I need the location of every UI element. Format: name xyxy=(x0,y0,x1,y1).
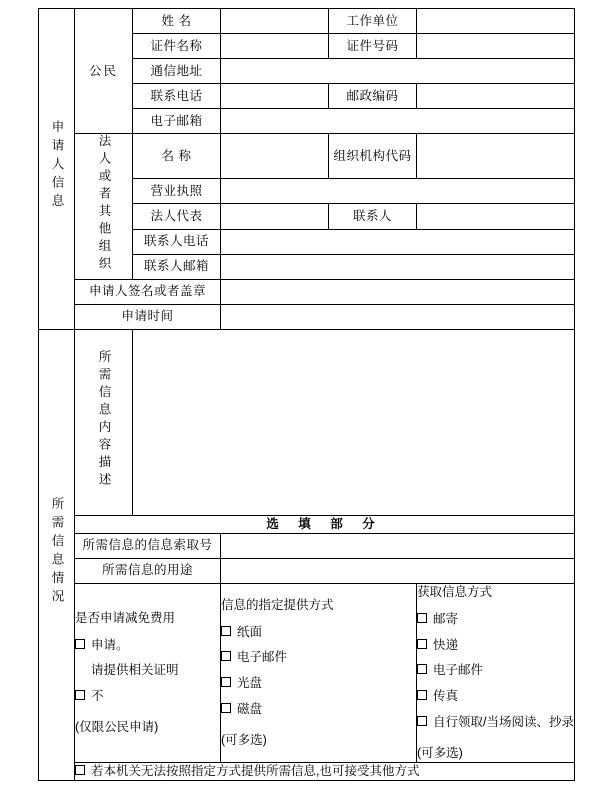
obtain-method-title: 获取信息方式 xyxy=(417,584,493,599)
needed-info-label: 所需信息情况 xyxy=(39,329,75,780)
obtain-option-express[interactable]: 快递 xyxy=(417,637,574,654)
field-label-id-number: 证件号码 xyxy=(329,34,417,59)
field-label-phone: 联系电话 xyxy=(133,84,221,109)
checkbox-icon[interactable] xyxy=(417,613,427,623)
field-value-postcode[interactable] xyxy=(417,84,575,109)
checkbox-icon[interactable] xyxy=(417,716,427,726)
purpose-value[interactable] xyxy=(221,558,575,583)
field-value-id-number[interactable] xyxy=(417,34,575,59)
apply-date-label: 申请时间 xyxy=(75,304,221,329)
fee-option-apply-note: 请提供相关证明 xyxy=(91,663,179,678)
checkbox-icon[interactable] xyxy=(417,639,427,649)
checkbox-icon[interactable] xyxy=(75,765,85,775)
field-value-contact[interactable] xyxy=(417,204,575,229)
provide-option-email[interactable]: 电子邮件 xyxy=(221,649,416,666)
obtain-method-group xyxy=(417,583,575,762)
provide-note: (可多选) xyxy=(221,733,267,748)
fee-reduction-title: 是否申请减免费用 xyxy=(75,610,176,625)
field-label-legal-rep: 法人代表 xyxy=(133,204,221,229)
purpose-label: 所需信息的用途 xyxy=(75,558,221,583)
index-number-label: 所需信息的信息索取号 xyxy=(75,533,221,558)
apply-date-value[interactable] xyxy=(221,304,575,329)
provide-option-cd[interactable]: 光盘 xyxy=(221,675,416,692)
field-value-id-type[interactable] xyxy=(221,34,329,59)
checkbox-icon[interactable] xyxy=(417,664,427,674)
field-value-email[interactable] xyxy=(221,109,575,134)
information-request-form xyxy=(38,8,575,781)
field-value-org-code[interactable] xyxy=(417,134,575,179)
field-label-id-type: 证件名称 xyxy=(133,34,221,59)
checkbox-icon[interactable] xyxy=(221,626,231,636)
checkbox-icon[interactable] xyxy=(75,639,85,649)
alternative-method-label: 若本机关无法按照指定方式提供所需信息,也可接受其他方式 xyxy=(91,763,420,778)
field-label-org-code: 组织机构代码 xyxy=(329,134,417,179)
field-value-phone[interactable] xyxy=(221,84,329,109)
checkbox-icon[interactable] xyxy=(221,703,231,713)
description-label: 所需信息内容描述 xyxy=(75,329,133,515)
field-label-name: 姓 名 xyxy=(133,9,221,34)
legal-entity-label: 法人或者其他组织 xyxy=(75,134,133,280)
checkbox-icon[interactable] xyxy=(75,690,85,700)
field-label-contact: 联系人 xyxy=(329,204,417,229)
obtain-option-email[interactable]: 电子邮件 xyxy=(417,662,574,679)
signature-label: 申请人签名或者盖章 xyxy=(75,279,221,304)
provide-method-title: 信息的指定提供方式 xyxy=(221,597,334,612)
field-value-license[interactable] xyxy=(221,179,575,204)
field-label-license: 营业执照 xyxy=(133,179,221,204)
fee-option-apply[interactable]: 申请。 xyxy=(75,637,220,654)
fee-note: (仅限公民申请) xyxy=(75,720,159,735)
description-value[interactable] xyxy=(133,329,575,515)
signature-value[interactable] xyxy=(221,279,575,304)
obtain-option-pickup[interactable]: 自行领取/当场阅读、抄录 xyxy=(417,714,574,731)
applicant-info-label: 申请人信息 xyxy=(39,9,75,330)
provide-method-group xyxy=(221,583,417,762)
field-value-contact-email[interactable] xyxy=(221,254,575,279)
field-value-legal-rep[interactable] xyxy=(221,204,329,229)
field-value-workunit[interactable] xyxy=(417,9,575,34)
fee-reduction-group xyxy=(75,583,221,762)
field-value-contact-phone[interactable] xyxy=(221,229,575,254)
index-number-value[interactable] xyxy=(221,533,575,558)
field-label-contact-email: 联系人邮箱 xyxy=(133,254,221,279)
optional-section-title: 选 填 部 分 xyxy=(75,515,575,533)
field-label-workunit: 工作单位 xyxy=(329,9,417,34)
fee-option-no[interactable]: 不 xyxy=(75,688,220,705)
checkbox-icon[interactable] xyxy=(417,690,427,700)
field-label-contact-phone: 联系人电话 xyxy=(133,229,221,254)
obtain-option-mail[interactable]: 邮寄 xyxy=(417,611,574,628)
field-label-email: 电子邮箱 xyxy=(133,109,221,134)
field-value-address[interactable] xyxy=(221,59,575,84)
alternative-method-row[interactable] xyxy=(75,762,575,780)
field-label-postcode: 邮政编码 xyxy=(329,84,417,109)
checkbox-icon[interactable] xyxy=(221,677,231,687)
provide-option-disk[interactable]: 磁盘 xyxy=(221,701,416,718)
provide-option-paper[interactable]: 纸面 xyxy=(221,624,416,641)
citizen-label: 公民 xyxy=(75,9,133,134)
obtain-note: (可多选) xyxy=(417,746,463,760)
field-label-org-name: 名 称 xyxy=(133,134,221,179)
obtain-option-fax[interactable]: 传真 xyxy=(417,688,574,705)
field-value-name[interactable] xyxy=(221,9,329,34)
checkbox-icon[interactable] xyxy=(221,651,231,661)
field-label-address: 通信地址 xyxy=(133,59,221,84)
field-value-org-name[interactable] xyxy=(221,134,329,179)
